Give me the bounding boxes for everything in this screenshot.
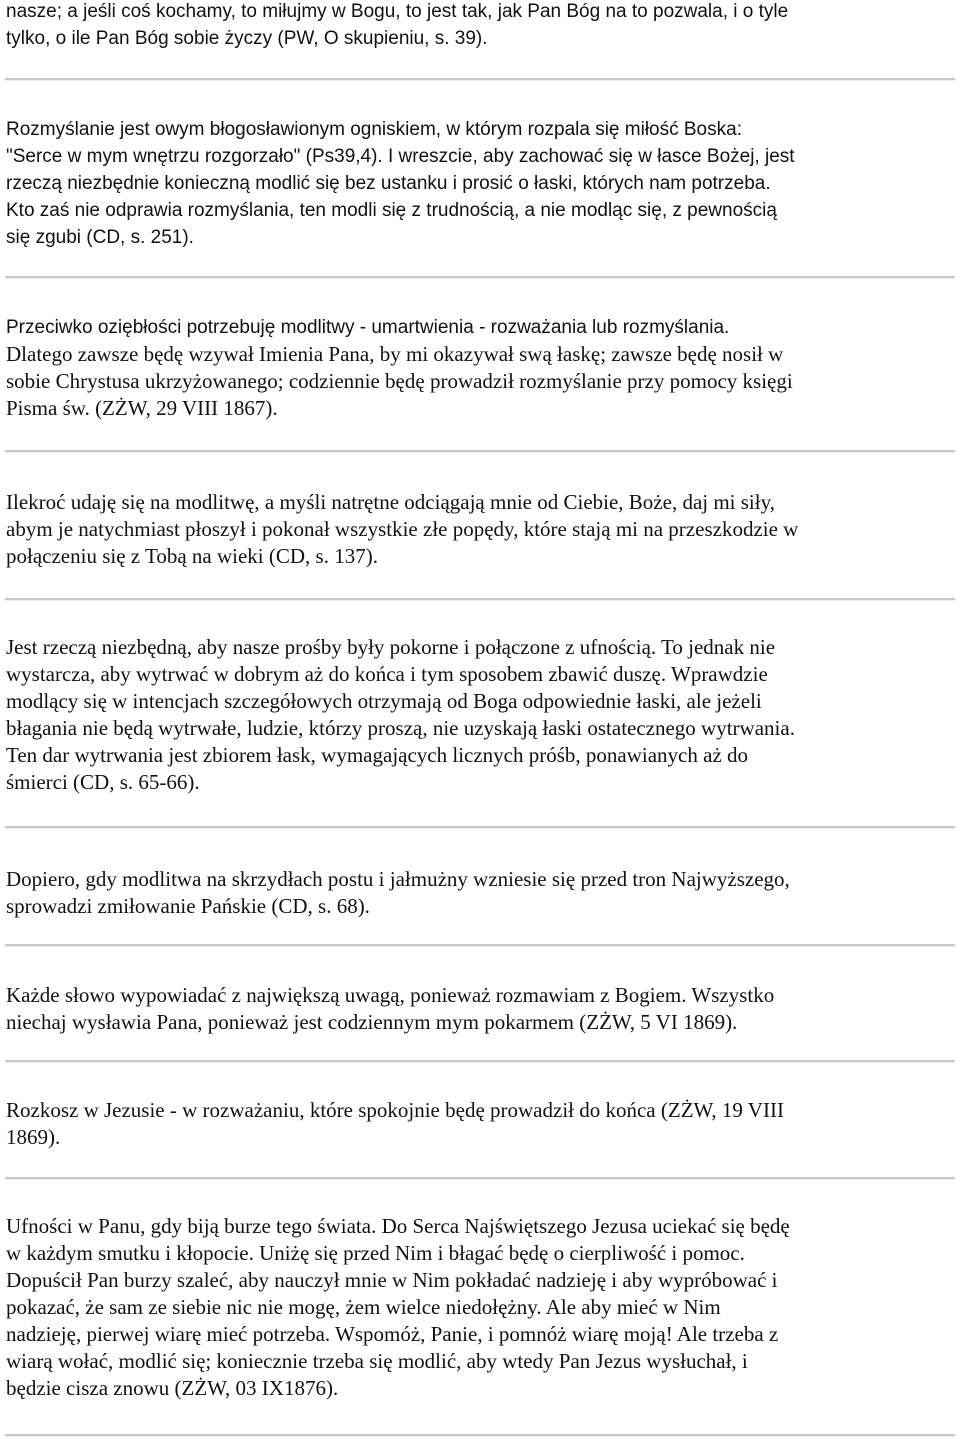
text-line: wiarą wołać, modlić się; koniecznie trzeba się modlić, aby wtedy Pan Jezus wysłuchał, i: [6, 1349, 748, 1373]
paragraph-2: [6, 116, 952, 251]
text-line: śmierci (CD, s. 65-66).: [6, 770, 200, 794]
horizontal-rule: [5, 826, 955, 829]
text-line: nasze; a jeśli coś kochamy, to miłujmy w Bogu, to jest tak, jak Pan Bóg na to pozwala, i o tyle: [6, 1, 789, 22]
text-line: Każde słowo wypowiadać z największą uwagą, ponieważ rozmawiam z Bogiem. Wszystko: [6, 983, 775, 1007]
text-line: wystarcza, aby wytrwać w dobrym aż do końca i tym sposobem zbawić duszę. Wprawdzie: [6, 662, 768, 686]
text-line: Rozmyślanie jest owym błogosławionym ogniskiem, w którym rozpala się miłość Boska:: [6, 119, 742, 140]
horizontal-rule: [5, 450, 955, 453]
text-line: Ilekroć udaję się na modlitwę, a myśli natrętne odciągają mnie od Ciebie, Boże, daj mi siły,: [6, 490, 775, 514]
horizontal-rule: [5, 944, 955, 947]
text-line: błagania nie będą wytrwałe, ludzie, którzy proszą, nie uzyskają łaski ostatecznego wytrwania.: [6, 716, 795, 740]
paragraph-8: [6, 1097, 952, 1151]
text-line: Ufności w Panu, gdy biją burze tego świata. Do Serca Najświętszego Jezusa uciekać się będę: [6, 1214, 790, 1238]
text-line: rzeczą niezbędnie konieczną modlić się bez ustanku i prosić o łaski, których nam potrzeba.: [6, 173, 771, 194]
text-line: sprowadzi zmiłowanie Pańskie (CD, s. 68).: [6, 894, 370, 918]
text-line: pokazać, że sam ze siebie nic nie mogę, żem wielce niedołężny. Ale aby mieć w Nim: [6, 1295, 721, 1319]
text-line: tylko, o ile Pan Bóg sobie życzy (PW, O skupieniu, s. 39).: [6, 28, 488, 49]
horizontal-rule: [5, 78, 955, 81]
paragraph-5: [6, 634, 952, 796]
text-line: sobie Chrystusa ukrzyżowanego; codziennie będę prowadził rozmyślanie przy pomocy księgi: [6, 369, 793, 393]
horizontal-rule: [5, 1060, 955, 1063]
text-line: połączeniu się z Tobą na wieki (CD, s. 137).: [6, 544, 378, 568]
text-line: Ten dar wytrwania jest zbiorem łask, wymagających licznych próśb, ponawianych aż do: [6, 743, 749, 767]
paragraph-4: [6, 489, 952, 570]
horizontal-rule: [5, 276, 955, 279]
text-line: będzie cisza znowu (ZŻW, 03 IX1876).: [6, 1376, 339, 1400]
text-line: Kto zaś nie odprawia rozmyślania, ten modli się z trudnością, a nie modląc się, z pewnością: [6, 200, 777, 221]
text-line: w każdym smutku i kłopocie. Uniżę się przed Nim i błagać będę o cierpliwość i pomoc.: [6, 1241, 745, 1265]
paragraph-6: [6, 866, 952, 920]
text-line: 1869).: [6, 1125, 61, 1149]
paragraph-7: [6, 982, 952, 1036]
paragraph-9: [6, 1213, 952, 1402]
paragraph-1: [6, 0, 952, 52]
text-line: modlący się w intencjach szczegółowych otrzymają od Boga odpowiednie łaski, ale jeżeli: [6, 689, 762, 713]
text-line: Przeciwko oziębłości potrzebuję modlitwy - umartwienia - rozważania lub rozmyślania.: [6, 317, 730, 338]
text-line: "Serce w mym wnętrzu rozgorzało" (Ps39,4). I wreszcie, aby zachować się w łasce Bożej, jest: [6, 146, 795, 167]
text-line: się zgubi (CD, s. 251).: [6, 227, 194, 248]
text-line: Dopiero, gdy modlitwa na skrzydłach postu i jałmużny wzniesie się przed tron Najwyższego,: [6, 867, 790, 891]
horizontal-rule: [5, 1177, 955, 1180]
text-line: Dopuścił Pan burzy szaleć, aby nauczył mnie w Nim pokładać nadzieję i aby wypróbować i: [6, 1268, 778, 1292]
text-line: Dlatego zawsze będę wzywał Imienia Pana, by mi okazywał swą łaskę; zawsze będę nosił w: [6, 342, 784, 366]
text-line: nadzieję, pierwej wiarę mieć potrzeba. Wspomóż, Panie, i pomnóż wiarę moją! Ale trzeba z: [6, 1322, 779, 1346]
text-line: Jest rzeczą niezbędną, aby nasze prośby były pokorne i połączone z ufnością. To jednak nie: [6, 635, 776, 659]
paragraph-3: [6, 314, 952, 422]
text-line: niechaj wysławia Pana, ponieważ jest codziennym mym pokarmem (ZŻW, 5 VI 1869).: [6, 1010, 738, 1034]
horizontal-rule: [5, 1434, 955, 1437]
text-line: Rozkosz w Jezusie - w rozważaniu, które spokojnie będę prowadził do końca (ZŻW, 19 VIII: [6, 1098, 784, 1122]
text-line: abym je natychmiast płoszył i pokonał wszystkie złe popędy, które stają mi na przeszkodzie w: [6, 517, 799, 541]
text-line: Pisma św. (ZŻW, 29 VIII 1867).: [6, 396, 278, 420]
horizontal-rule: [5, 598, 955, 601]
